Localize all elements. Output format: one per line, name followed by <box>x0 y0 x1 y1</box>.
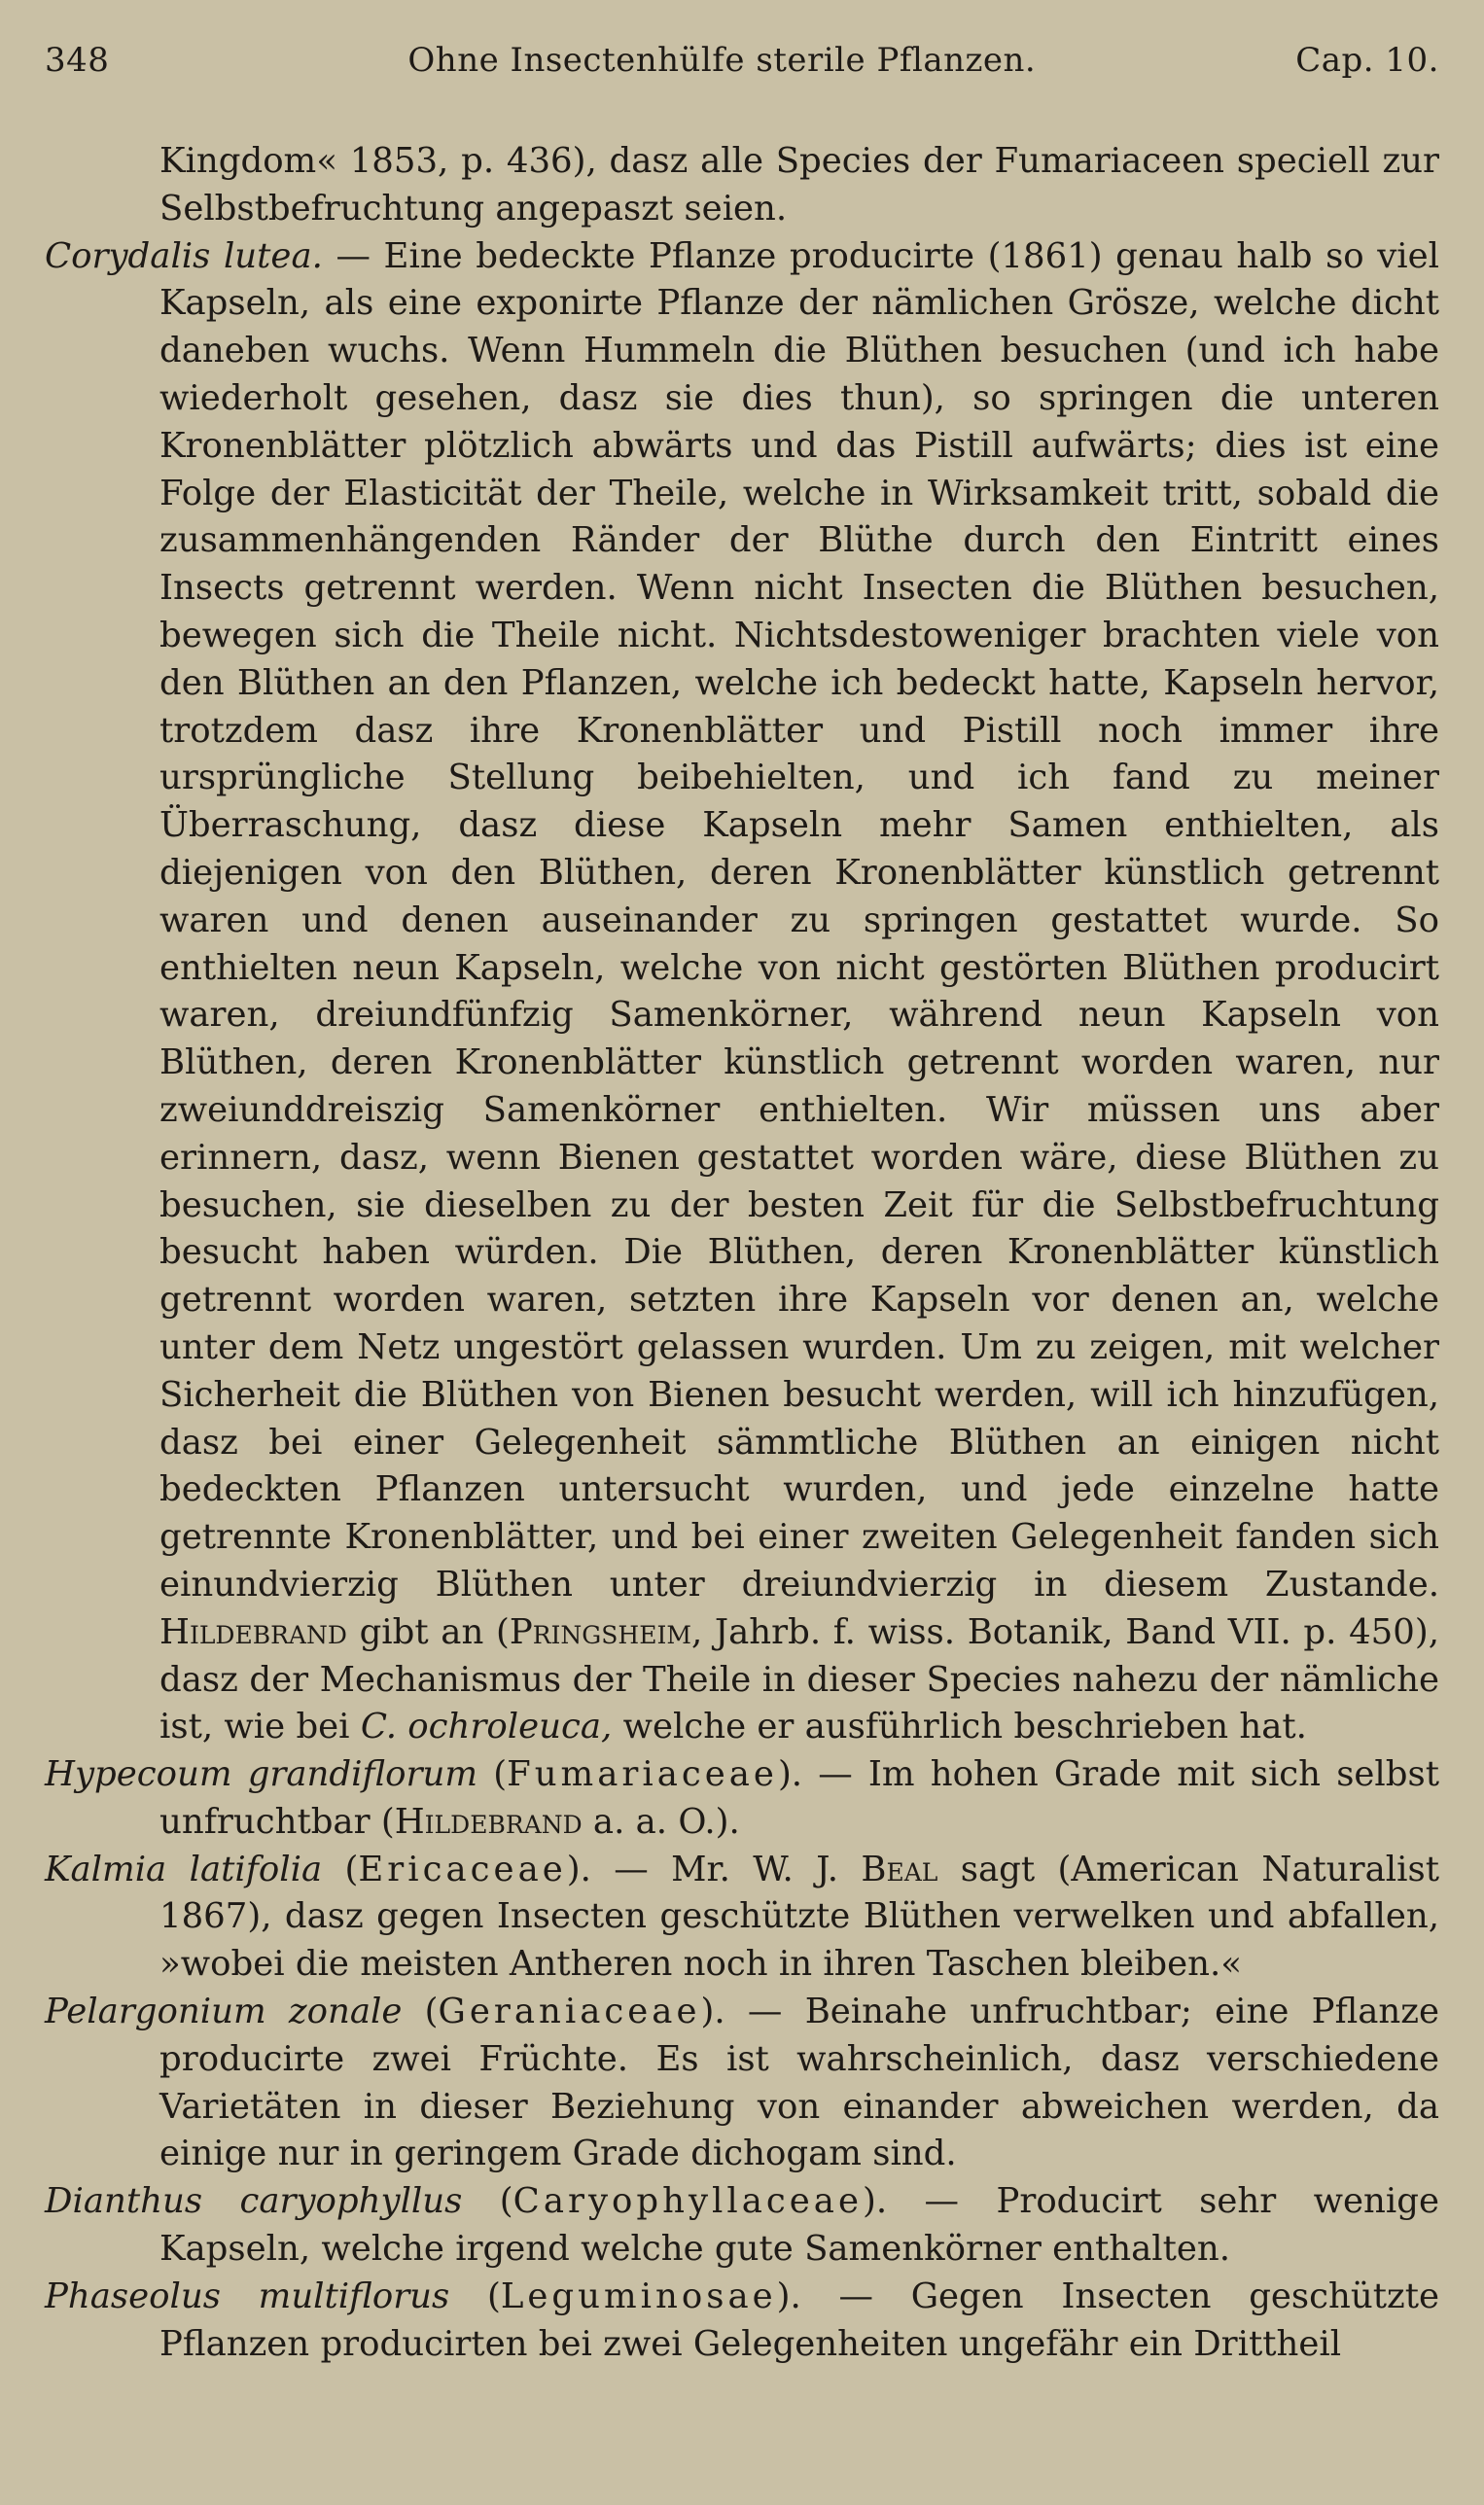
entry-text: , Jahrb. f. wiss. Botanik, Band VII. p. 450), dasz der Mechanismus der Theile in dieser Species nahezu der nämliche ist, wie bei <box>159 1611 1439 1747</box>
species-name: Kalmia latifolia <box>45 1849 323 1889</box>
running-header <box>45 41 1439 95</box>
family-name: Ericaceae <box>358 1849 567 1889</box>
running-title: Ohne Insectenhülfe sterile Pflanzen. <box>407 41 1037 80</box>
entry-text: ( <box>322 1849 359 1889</box>
entry-text: ( <box>477 1754 508 1795</box>
entry-hypecoum-grandiflorum <box>45 1751 1439 1847</box>
family-name: Fumariaceae <box>507 1754 778 1795</box>
entry-corydalis-lutea <box>45 233 1439 1752</box>
author-name: Beal <box>861 1849 938 1889</box>
entry-text: ( <box>402 1992 439 2032</box>
species-name: Corydalis lutea. <box>45 235 323 276</box>
entry-dianthus-caryophyllus <box>45 2178 1439 2274</box>
entry-text: ( <box>449 2276 501 2316</box>
paragraph-continuation <box>45 138 1439 233</box>
entry-text: ). — Producirt sehr wenige Kapseln, welche irgend welche gute Samenkörner enthalten. <box>159 2181 1440 2270</box>
chapter-label: Cap. 10. <box>1295 41 1439 80</box>
author-name: Hildebrand <box>394 1801 583 1842</box>
entry-phaseolus-multiflorus <box>45 2274 1439 2369</box>
entry-text: sagt (American Naturalist 1867), dasz gegen Insecten geschützte Blüthen verwelken und abfallen, »wobei die meisten Antheren noch in ihren Taschen bleiben.« <box>159 1849 1439 1985</box>
entry-text: ). — Im hohen Grade mit sich selbst unfruchtbar ( <box>159 1754 1439 1842</box>
entry-text: gibt an ( <box>346 1611 510 1652</box>
author-name: Hildebrand <box>159 1611 347 1652</box>
entry-text: — Eine bedeckte Pflanze producirte (1861) genau halb so viel Kapseln, als eine exponirte Pflanze der nämlichen Grösze, welche dicht daneben wuchs. Wenn Hummeln die Blüthen besuchen (und ich habe wiederholt gesehen, dasz sie dies thun), so springen die unteren Kronenblätter plötzlich abwärts und das Pistill aufwärts; dies ist eine Folge der Elasticität der Theile, welche in Wirksamkeit tritt, sobald die zusammenhängenden Ränder der Blüthe durch den Eintritt eines Insects getrennt werden. Wenn nicht Insecten die Blüthen besuchen, bewegen sich die Theile nicht. Nichtsdestoweniger brachten viele von den Blüthen an den Pflanzen, welche ich bedeckt hatte, Kapseln hervor, trotzdem dasz ihre Kronenblätter und Pistill noch immer ihre ursprüngliche Stellung beibehielten, und ich fand zu meiner Überraschung, dasz diese Kapseln mehr Samen enthielten, als diejenigen von den Blüthen, deren Kronenblätter künstlich getrennt waren und denen auseinander zu springen gestattet wurde. So enthielten neun Kapseln, welche von nicht gestörten Blüthen producirt waren, dreiundfünfzig Samenkörner, während neun Kapseln von Blüthen, deren Kronenblätter künstlich getrennt worden waren, nur zweiunddreiszig Samenkörner enthielten. Wir müssen uns aber erinnern, dasz, wenn Bienen gestattet worden wäre, diese Blüthen zu besuchen, sie dieselben zu der besten Zeit für die Selbstbefruchtung besucht haben würden. Die Blüthen, deren Kronenblätter künstlich getrennt worden waren, setzten ihre Kapseln vor denen an, welche unter dem Netz ungestört gelassen wurden. Um zu zeigen, mit welcher Sicherheit die Blüthen von Bienen besucht werden, will ich hinzufügen, dasz bei einer Gelegenheit sämmtliche Blüthen an einigen nicht bedeckten Pflanzen untersucht wurden, und jede einzelne hatte getrennte Kronenblätter, und bei einer zweiten Gelegenheit fanden sich einundvierzig Blüthen unter dreiundvierzig in diesem Zustande. <box>159 235 1440 1605</box>
entry-text: ). — Gegen Insecten geschützte Pflanzen producirten bei zwei Gelegenheiten ungefähr ein Drittheil <box>159 2276 1439 2364</box>
species-name: Hypecoum grandiflorum <box>45 1754 478 1795</box>
family-name: Leguminosae <box>500 2276 777 2316</box>
paragraph-text: Kingdom« 1853, p. 436), dasz alle Species der Fumariaceen speciell zur Selbstbefruchtung angepaszt seien. <box>159 141 1439 229</box>
species-name: C. ochroleuca, <box>360 1707 613 1747</box>
family-name: Geraniaceae <box>438 1992 701 2032</box>
entry-text: ( <box>462 2181 513 2222</box>
page-body <box>45 138 1439 2368</box>
page-number: 348 <box>45 41 110 80</box>
entry-kalmia-latifolia <box>45 1847 1439 1989</box>
entry-pelargonium-zonale <box>45 1989 1439 2178</box>
species-name: Phaseolus multiflorus <box>45 2276 450 2316</box>
species-name: Dianthus caryophyllus <box>45 2181 463 2222</box>
author-name: Pringsheim <box>509 1611 691 1652</box>
species-name: Pelargonium zonale <box>45 1992 403 2032</box>
entry-text: a. a. O.). <box>582 1801 740 1842</box>
entry-text: ). — Mr. W. J. <box>566 1849 862 1889</box>
entry-text: welche er ausführlich beschrieben hat. <box>612 1707 1307 1747</box>
family-name: Caryophyllaceae <box>512 2181 863 2222</box>
entry-text: ). — Beinahe unfruchtbar; eine Pflanze producirte zwei Früchte. Es ist wahrscheinlich, dasz verschiedene Varietäten in dieser Beziehung von einander abweichen werden, da einige nur in geringem Grade dichogam sind. <box>159 1992 1439 2174</box>
